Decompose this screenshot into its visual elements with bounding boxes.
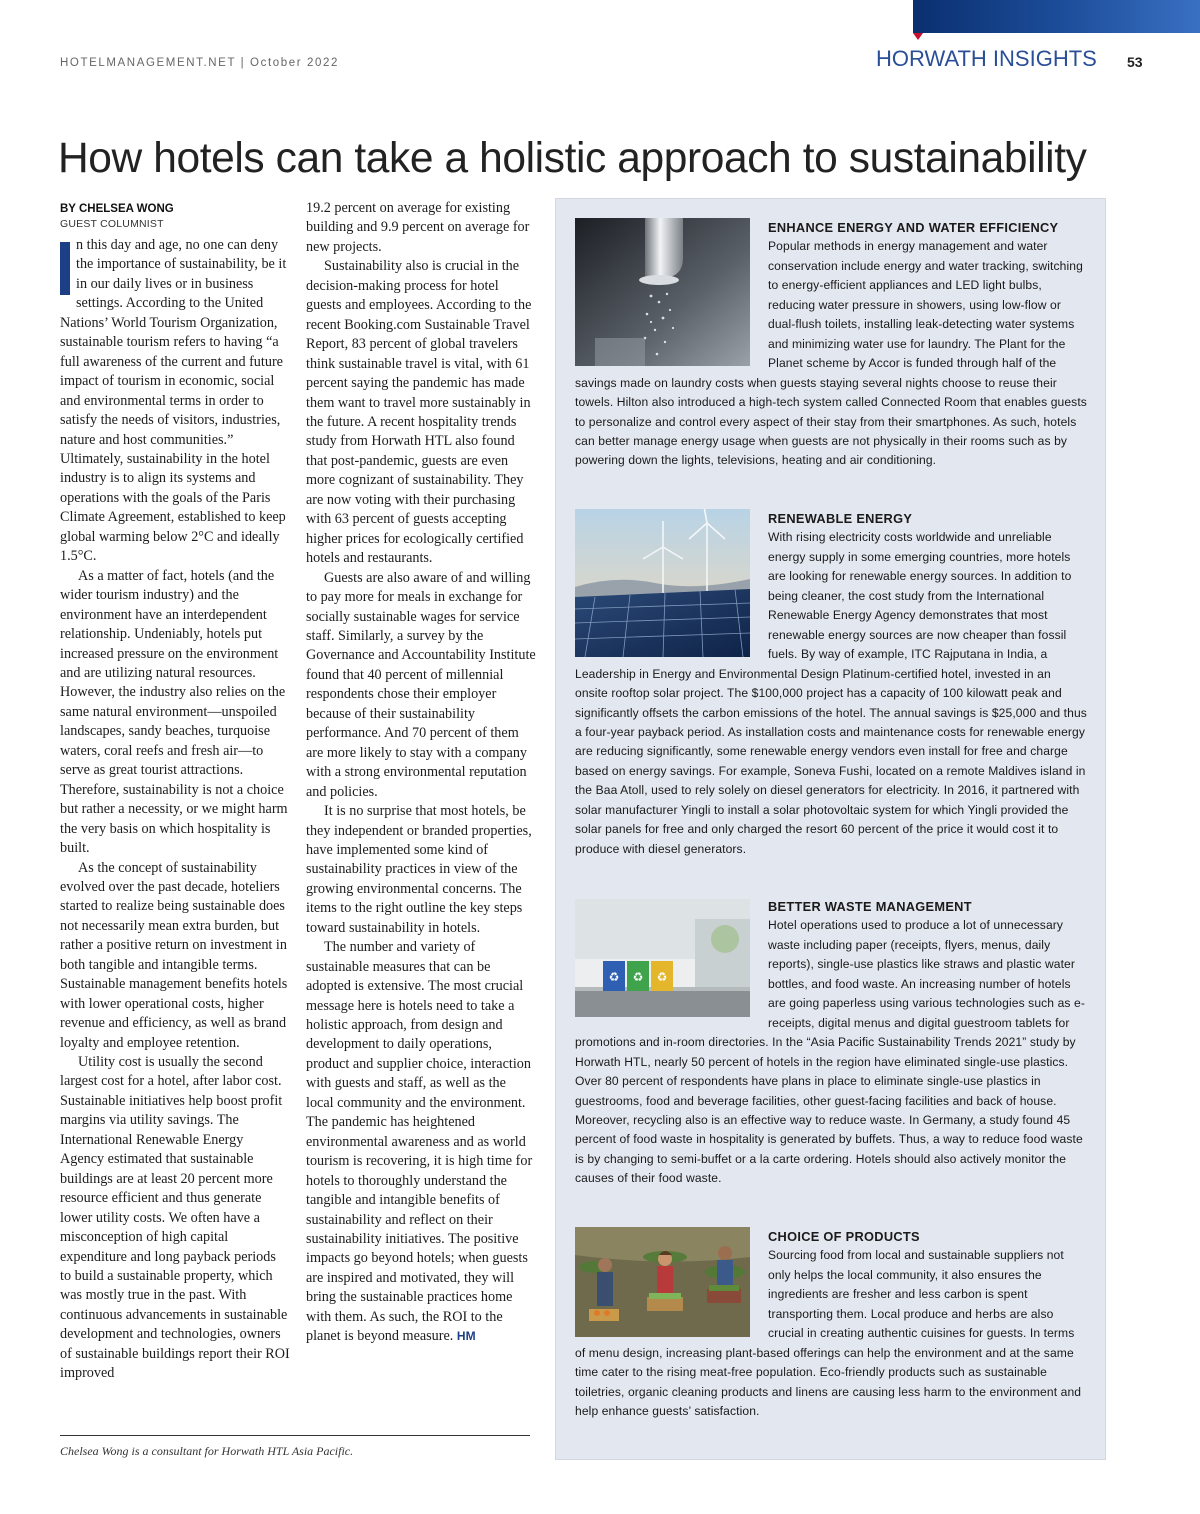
corner-marker (913, 33, 923, 40)
sidebar-item-renewable (575, 509, 1087, 859)
paragraph: Guests are also aware of and willing to pay more for meals in exchange for socially sustainable wages for service staff. Similarly, a survey by the Governance and Accountability Institute found that 40 percent of millennial respondents chose their employer because of their sustainability performance. And 70 percent of them are more likely to stay with a company with a strong environmental reputation and policies. (306, 569, 536, 800)
sidebar-item-products (575, 1227, 1087, 1422)
article-column-1 (60, 236, 290, 1384)
article-title: How hotels can take a holistic approach to sustainability (58, 135, 1087, 182)
sidebar-item-waste (575, 897, 1087, 1189)
paragraph: n this day and age, no one can deny the importance of sustainability, be it in our daily lives or in business settings. According to the United Nations’ World Tourism Organization, sustainable tourism refers to having “a full awareness of the current and future impact of tourism in economic, social and environmental terms in order to satisfy the needs of visitors, industries, nature and host communities.” Ultimately, sustainability in the hotel industry is to align its systems and operations with the goals of the Paris Climate Agreement, established to keep global warming below 2°C and ideally 1.5°C. (60, 237, 287, 565)
paragraph: It is no surprise that most hotels, be they independent or branded properties, have implemented some kind of sustainability practices in view of the growing environmental concerns. The items to the right outline the key steps toward sustainability in hotels. (306, 803, 532, 936)
page-number: 53 (1127, 54, 1143, 70)
section-title: HORWATH INSIGHTS (876, 46, 1097, 71)
sidebar-heading: BETTER WASTE MANAGEMENT (768, 899, 972, 914)
paragraph: 19.2 percent on average for existing building and 9.9 percent on average for new projects. (306, 200, 530, 255)
sidebar-body: Hotel operations used to produce a lot of unnecessary waste including paper (receipts, flyers, menus, daily reports), single-use plastics like straws and plastic water bottles, and food waste. An increasing number of hotels are going paperless using various technologies such as e-receipts, digital menus and digital guestroom tablets for promotions and in-room directories. In the “Asia Pacific Sustainability Trends 2021” study by Horwath HTL, nearly 50 percent of hotels in the region have eliminated single-use plastics. Over 80 percent of respondents have plans in place to eliminate single-use plastics in guestrooms, food and beverage facilities, other guest-facing facilities and back of house. Moreover, recycling also is an effective way to reduce waste. In Germany, a study found 45 percent of food waste in hospitality is generated by buffets. Thus, a way to reduce food waste is by changing to semi-buffet or a la carte ordering. Hotels should also actively monitor the causes of their food waste. (575, 918, 1085, 1186)
solar-wind-image (575, 509, 750, 657)
svg-text:♻: ♻ (632, 970, 644, 984)
sidebar-body: With rising electricity costs worldwide and unreliable energy supply in some emerging countries, more hotels are looking for renewable energy sources. In addition to being cleaner, the cost study from the International Renewable Energy Agency demonstrates that most renewable energy sources are now cheaper than fossil fuels. By way of example, ITC Rajputana in India, a Leadership in Energy and Environmental Design Platinum-certified hotel, invested in an onsite rooftop solar project. The $100,000 project has a capacity of 100 kilowatt peak and significantly offsets the carbon emissions of the hotel. The annual savings is $25,000 and thus a four-year payback period. As installation costs and maintenance costs for renewable energy are reducing significantly, some renewable energy vendors even install for free and charge based on energy savings. For example, Soneva Fushi, located on a remote Maldives island in the Baa Atoll, used to rely solely on diesel generators for electricity. In 2016, it partnered with solar manufacturer Yingli to install a solar photovoltaic system for which Yingli provided the solar panels for free and only charged the resort 60 percent of the price it would cost it to produce with diesel generators. (575, 530, 1087, 856)
sidebar-heading: ENHANCE ENERGY AND WATER EFFICIENCY (768, 220, 1059, 235)
paragraph: As the concept of sustainability evolved over the past decade, hoteliers started to realize being sustainable does not necessarily mean extra burden, but rather a positive return on investment in both tangible and intangible terms. Sustainable management benefits hotels with lower operational costs, higher revenue and efficiency, as well as brand loyalty and employee retention. (60, 859, 288, 1051)
sidebar-body: Popular methods in energy management and water conservation include energy and water tracking, switching to energy-efficient appliances and LED light bulbs, reducing water pressure in showers, using low-flow or dual-flush toilets, installing leak-detecting water systems and minimizing water use for laundry. The Plant for the Planet scheme by Accor is funded through half of the savings made on laundry costs when guests staying several nights choose to reuse their towels. Hilton also introduced a high-tech system called Connected Room that enables guests to personalize and control every aspect of their stay from their smartphones. As such, hotels can better manage energy usage when guests are not physically in their rooms such as by powering down the lights, televisions, heating and air conditioning. (575, 239, 1087, 468)
paragraph: As a matter of fact, hotels (and the wider tourism industry) and the environment have an interdependent relationship. Undeniably, hotels put increased pressure on the environment and are utilizing natural resources. However, the industry also relies on the same natural environment—unspoiled landscapes, sandy beaches, turquoise waters, coral reefs and fresh air—to serve as great tourist attractions. Therefore, sustainability is not a choice but rather a necessity, or we might harm the very basis on which hospitality is built. (60, 567, 288, 857)
recycling-bins-image (575, 899, 750, 1017)
svg-text:♻: ♻ (608, 970, 620, 984)
byline: BY CHELSEA WONG (60, 203, 174, 215)
drop-cap (60, 242, 70, 295)
svg-text:♻: ♻ (656, 970, 668, 984)
sidebar-heading: CHOICE OF PRODUCTS (768, 1229, 920, 1244)
footnote-rule (60, 1435, 530, 1436)
publication-line: HOTELMANAGEMENT.NET | October 2022 (60, 57, 339, 69)
paragraph: Sustainability also is crucial in the decision-making process for hotel guests and employees. According to the recent Booking.com Sustainable Travel Report, 83 percent of global travelers think sustainable travel is vital, with 61 percent saying the pandemic has made them want to travel more sustainably in the future. A recent hospitality trends study from Horwath HTL also found that post-pandemic, guests are even more cognizant of sustainability. They are now voting with their purchasing with 63 percent of guests accepting higher prices for ecologically certified hotels and restaurants. (306, 258, 532, 567)
article-column-2 (306, 199, 536, 1347)
end-mark: HM (456, 1329, 476, 1344)
byline-role: GUEST COLUMNIST (60, 218, 164, 230)
sidebar-item-energy-water (575, 218, 1087, 471)
author-bio: Chelsea Wong is a consultant for Horwath HTL Asia Pacific. (60, 1444, 354, 1458)
paragraph: Utility cost is usually the second largest cost for a hotel, after labor cost. Sustainable initiatives help boost profit margins via utility savings. The International Renewable Energy Agency estimated that sustainable buildings are at least 20 percent more resource efficient and thus generate lower utility costs. We often have a misconception of high capital expenditure and long payback periods to build a sustainable property, which was mostly true in the past. With continuous advancements in sustainable development and technologies, owners of sustainable buildings report their ROI improved (60, 1054, 290, 1382)
sidebar-body: Sourcing food from local and sustainable suppliers not only helps the local community, it also ensures the ingredients are fresher and less carbon is spent transporting them. Local produce and herbs are also crucial in creating authentic cuisines for guests. In terms of menu design, increasing plant-based offerings can help the environment and at the same time cater to the rising meat-free population. Eco-friendly products such as sustainable toiletries, organic cleaning products and linens are causing less harm to the environment and help enhance guests’ satisfaction. (575, 1248, 1082, 1419)
paragraph: The number and variety of sustainable measures that can be adopted is extensive. The most crucial message here is hotels need to take a holistic approach, from design and development to daily operations, product and supplier choice, interaction with guests and staff, as well as the local community and the environment. The pandemic has heightened environmental awareness and as world tourism is recovering, it is high time for hotels to thoroughly understand the tangible and intangible benefits of sustainability and reflect on their sustainability initiatives. The positive impacts go beyond hotels; when guests are inspired and motivated, they will bring the sustainable practices home with them. As such, the ROI to the planet is beyond measure. HM (306, 939, 533, 1345)
faucet-image (575, 218, 750, 366)
corner-accent (913, 0, 1200, 33)
sidebar-heading: RENEWABLE ENERGY (768, 511, 913, 526)
farmers-image (575, 1227, 750, 1337)
